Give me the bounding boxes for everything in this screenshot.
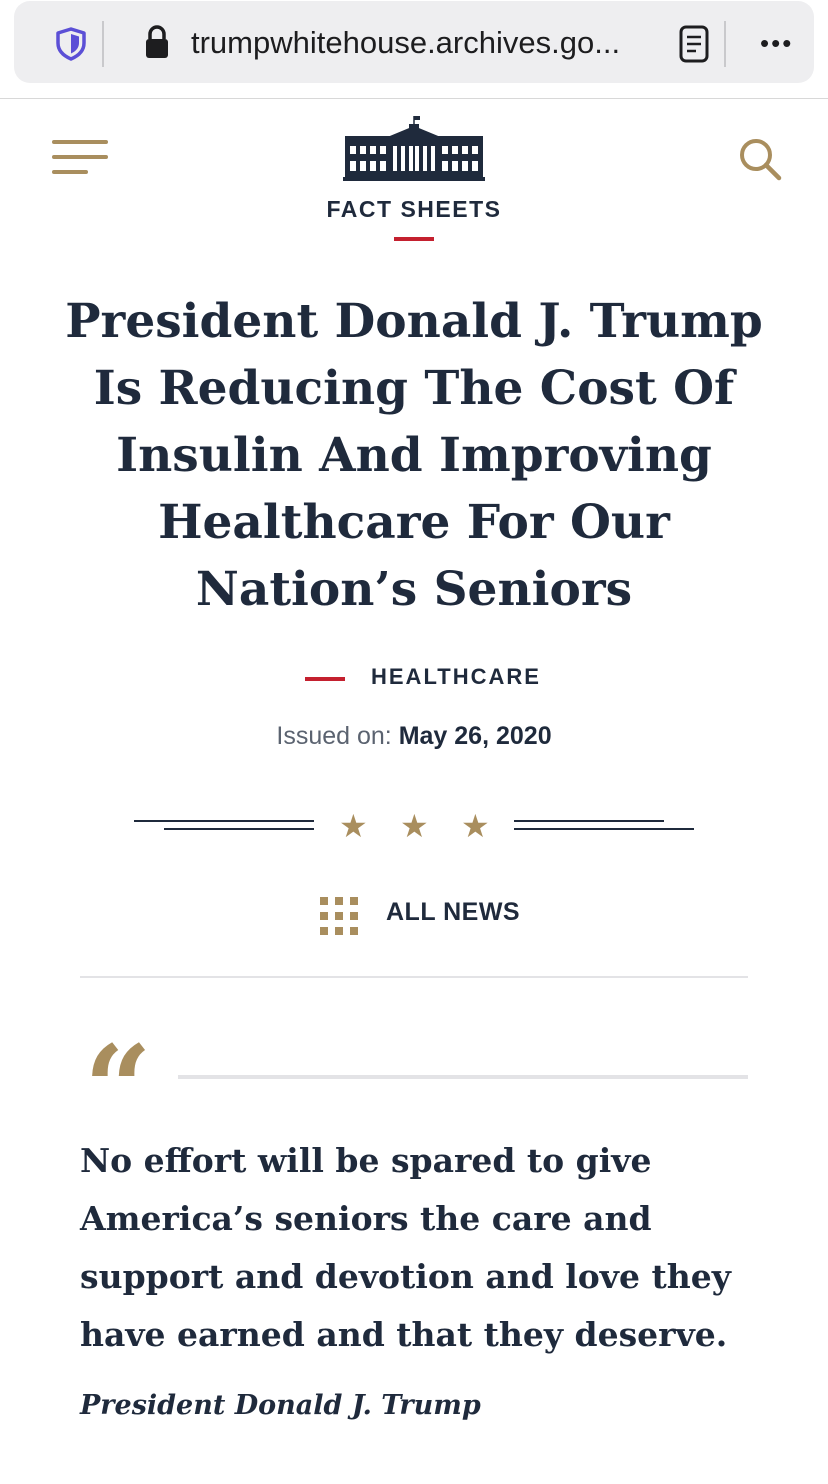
grid-icon [320,897,358,935]
url-text[interactable]: trumpwhitehouse.archives.go... [191,25,621,60]
browser-toolbar [0,0,828,99]
quote-mark-icon: “ [84,1019,152,1158]
pull-quote: No effort will be spared to give America’s seniors the care and support and devotion and love they have earned and that they deserve. [80,1141,731,1354]
toolbar-separator [102,21,104,67]
more-options-icon[interactable]: ••• [760,28,794,58]
reader-view-icon[interactable] [679,25,709,63]
address-bar[interactable] [14,1,814,83]
white-house-logo[interactable] [343,116,485,182]
star-icon: ★ [461,808,490,844]
category-dash [305,677,345,681]
shield-icon[interactable] [54,27,88,61]
lock-icon [144,25,170,59]
toolbar-separator [724,21,726,67]
section-underline [394,237,434,241]
all-news-label[interactable]: ALL NEWS [386,898,521,926]
page-title: President Donald J. Trump Is Reducing The Cost Of Insulin And Improving Healthcare For Our Nation’s Seniors [65,294,763,617]
section-label[interactable]: FACT SHEETS [326,196,502,222]
star-icon: ★ [400,808,429,844]
hamburger-menu-icon[interactable] [52,140,108,176]
search-icon[interactable] [737,136,783,182]
quote-attribution: President Donald J. Trump [80,1390,481,1421]
issued-date-value: May 26, 2020 [398,722,552,750]
issued-label: Issued on: [276,722,392,750]
issued-date [0,722,828,751]
star-divider [134,806,694,846]
quote-rule [178,1075,748,1079]
star-icon: ★ [339,808,368,844]
category-link[interactable]: HEALTHCARE [371,664,541,689]
section-divider [80,976,748,978]
